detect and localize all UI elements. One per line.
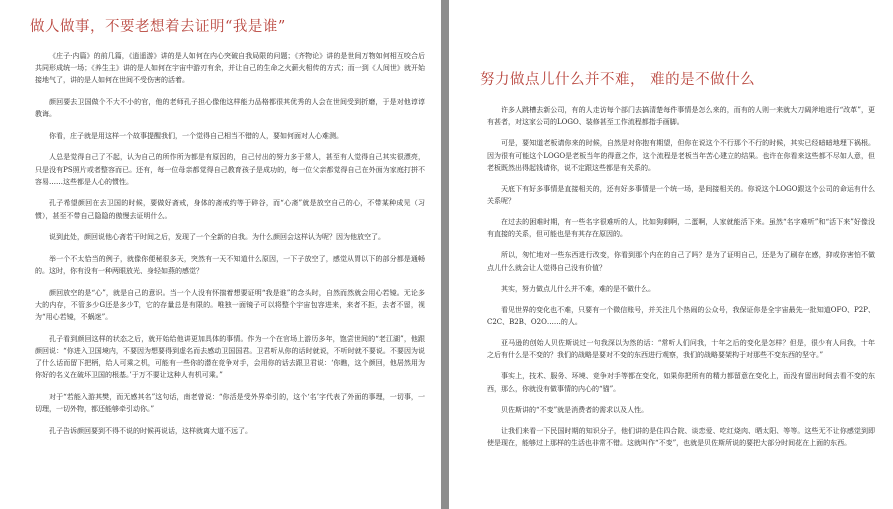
paragraph: 举一个不太恰当的例子，就像你便秘很多天，突然有一天不知道什么原因，一下子放空了，感觉从胃以下的部分都是通畅的。这时，你有没有一种两眼放光、身轻如燕的感觉？ bbox=[35, 254, 425, 275]
right-page bbox=[449, 0, 893, 509]
paragraph: 许多人跳槽去新公司，有的人走访每个部门去搞清楚每件事情是怎么来的，而有的人则一来就大刀阔斧地进行“改革”，更有甚者，对这家公司的LOGO、装修甚至工作流程都指手画脚。 bbox=[487, 106, 875, 127]
paragraph: 孔子告诉颜回要到不得不说的时候再说话，这样就离大道不远了。 bbox=[49, 426, 252, 435]
paragraph: 所以，匆忙地对一些东西进行改变，你看到那个内在的自己了吗？是为了证明自己，还是为了刷存在感，抑或你害怕不做点儿什么就会让人觉得自己没有价值？ bbox=[487, 251, 875, 272]
paragraph: 其实，努力做点儿什么并不难，难的是不做什么。 bbox=[501, 284, 655, 293]
paragraph: 在过去的困难时期，有一些名字很难听的人，比如狗剩啊，二蛋啊，人家就能活下来。虽然“名字难听”和“活下来”好像没有直接的关系，但可能也是有其存在原因的。 bbox=[487, 218, 875, 239]
paragraph: 孔子看到颜回这样的状态之后，就开始给他讲更加具体的事情。作为一个在官场上游历多年，饱尝世间的“老江湖”，他跟颜回说：“你进入卫国境内，不要因为想要得到虚名而去感动卫国国君。卫君听从你的话时就说，不听时就不要说。不要因为说了什么话而留下把柄，给人可乘之机，可能有一些你的潜在竞争对手，会用你的话去跟卫君说：‘你瞧，这个颜回，他居然用为你好的名义在破坏卫国的根基。’于万不要让这种人有机可乘。” bbox=[35, 334, 425, 380]
paragraph: 可是，要知道老板请你来的时候，自然是对你抱有期望，但你在说这个不行那个不行的时候，其实已经暗暗地埋下祸根。因为很有可能这个LOGO是老板当年的得意之作，这个流程是老板当年苦心建立的结果。也许在你看来这些都不尽如人意，但老板既然出得起钱请你，说不定跟这些都是有关系的。 bbox=[487, 139, 875, 172]
paragraph: 让我们来看一下民国时期的知识分子，他们讲的是住四合院、谈恋爱、吃红烧肉、晒太阳、等等。这些无不让你感觉到即使是现在，能够过上那样的生活也非常不错。这就叫作“不变”，也就是贝佐斯所说的要把大部分时间花在上面的东西。 bbox=[487, 426, 875, 447]
paragraph: 孔子希望颜回在去卫国的时候，要做好斋戒，身体的斋戒约等于碎谷，而“心斋”就是放空自己的心，不带某种成见（习惯），甚至不带自己隐隐的傲慢去证明什么。 bbox=[35, 199, 425, 220]
paragraph: 人总是觉得自己了不起，认为自己的所作所为都是有原因的，自己付出的努力多于常人，甚至有人觉得自己其实很漂亮，只是没有PS照片或者整容而已。还有，每一位母亲都觉得自己教育孩子是成功的，每一位父亲都觉得自己在外面为家庭打拼不容易……这些都是人心的惯性。 bbox=[35, 153, 425, 186]
paragraph: 你看，庄子就是用这样一个故事提醒我们，一个觉得自己相当不错的人，要如何面对人心难测。 bbox=[49, 131, 343, 140]
page-title: 努力做点儿什么并不难， 难的是不做什么 bbox=[480, 72, 756, 88]
paragraph: 贝佐斯讲的“不变”就是消费者的需求以及人性。 bbox=[501, 405, 649, 414]
paragraph: 说到此处，颜回说他心斋若干时间之后，发现了一个全新的自我。为什么颜回会这样认为呢？因为他放空了。 bbox=[49, 233, 385, 242]
paragraph: 亚马逊的创始人贝佐斯说过一句我深以为然的话：“常听人们问我，十年之后的变化是怎样？但是，很少有人问我，十年之后有什么是不变的？我们的战略是要对不变的东西进行观察，我们的战略要架构于对那些不变东西的坚守。” bbox=[487, 339, 875, 360]
paragraph: 《庄子·内篇》的前几篇，《逍遥游》讲的是人如何在内心突破自我局限的问题；《齐物论》讲的是世间万物如何相互咬合后共同形成统一场；《养生主》讲的是人如何在宇宙中游刃有余，并让自己的生命之火薪火相传的方式；而一到《人间世》就开始接地气了，讲的是人如何在世间不受伤害的活着。 bbox=[35, 52, 425, 85]
paragraph: 颜回要去卫国做个不大不小的官，他的老师孔子担心像他这样能力品格都很其优秀的人会在世间受到折磨，于是对他谆谆教诲。 bbox=[35, 98, 425, 119]
paragraph: 看见世界的变化也不难，只要有一个微信账号，并关注几个热闹的公众号，我保证你是全宇宙最先一批知道OFO、P2P、C2C、B2B、O2O……的人。 bbox=[487, 305, 875, 326]
paragraph: 事实上，技术、服务、环境、竞争对手等都在变化，如果你把所有的精力都留意在变化上，而没有留出时间去看不变的东西，那么，你就没有做事情的内心的“锚”。 bbox=[487, 372, 875, 393]
page-title: 做人做事，不要老想着去证明“我是谁” bbox=[30, 19, 286, 35]
paragraph: 颜回放空的是“心”，就是自己的意识。当一个人没有怀揣着想要证明“我是谁”的念头时，自然而然就会用心若镜。无论多大的内存，不管多少G还是多少T，它的存量总是有限的。唯独一面镜子可以将整个宇宙包容进来，来者不拒，去者不留，视为“用心若镜，不蜗迷”。 bbox=[35, 288, 425, 321]
left-page bbox=[0, 0, 441, 509]
paragraph: 天底下有好多事情是直接相关的，还有好多事情是一个统一场，是间接相关的。你说这个LOGO跟这个公司的命运有什么关系呢？ bbox=[487, 184, 875, 205]
paragraph: 对于“若能入游其樊，而无感其名”这句话，南老曾说：“你活是受外界牵引的，这个‘名’字代表了外面的事理，一切事，一切理，一切外物，都还能够牵引动你。” bbox=[35, 392, 425, 413]
